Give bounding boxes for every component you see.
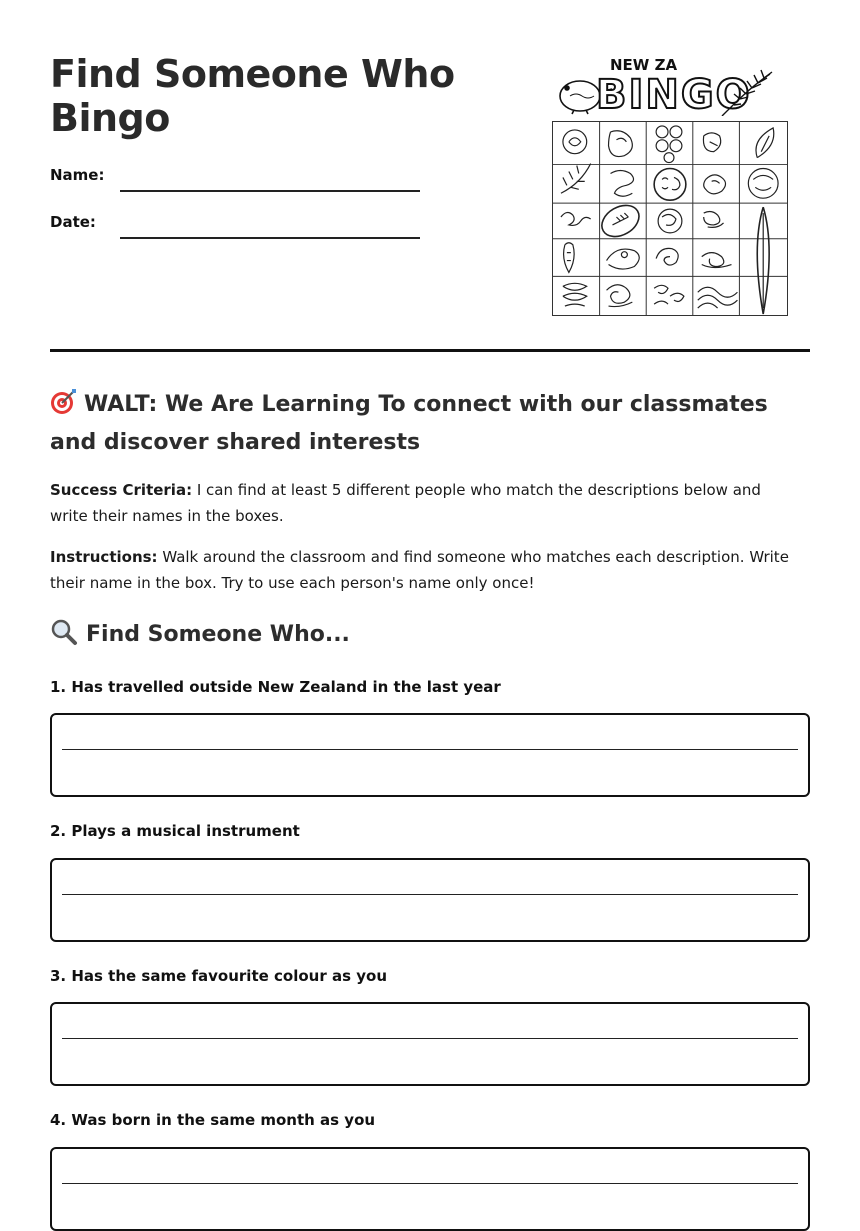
answer-box-3[interactable]: [50, 1002, 810, 1086]
date-line: [120, 237, 420, 239]
success-criteria-text: I can find at least 5 different people who match the descriptions below and write their names in the boxes.: [50, 481, 761, 525]
find-someone-heading: [50, 617, 350, 653]
bingo-graphic: [552, 56, 790, 318]
date-field[interactable]: [50, 213, 420, 237]
date-label: Date:: [50, 213, 96, 231]
instructions: [50, 544, 790, 596]
answer-box-4[interactable]: [50, 1147, 810, 1231]
answer-box-1[interactable]: [50, 713, 810, 797]
name-line: [120, 190, 420, 192]
instructions-text: Walk around the classroom and find someone who matches each description. Write their name in the box. Try to use each person's name only once!: [50, 548, 789, 592]
bingo-grid-art: [552, 121, 788, 316]
walt-heading: [50, 386, 810, 462]
answer-line: [62, 1183, 798, 1184]
find-heading-text: Find Someone Who...: [86, 622, 350, 647]
question-3: 3. Has the same favourite colour as you: [50, 967, 387, 985]
bingo-word-text: BINGO: [596, 72, 752, 116]
page-title: Find Someone Who Bingo: [50, 52, 455, 140]
answer-line: [62, 1038, 798, 1039]
name-label: Name:: [50, 166, 105, 184]
success-criteria: [50, 477, 790, 529]
answer-box-2[interactable]: [50, 858, 810, 942]
magnifying-glass-icon: [50, 618, 78, 646]
answer-line: [62, 749, 798, 750]
bingo-title-art: [552, 56, 790, 116]
question-4: 4. Was born in the same month as you: [50, 1111, 376, 1129]
target-dart-icon: [50, 387, 78, 415]
name-field[interactable]: [50, 166, 420, 190]
success-criteria-label: Success Criteria:: [50, 481, 193, 499]
instructions-label: Instructions:: [50, 548, 158, 566]
walt-text: WALT: We Are Learning To connect with our classmates and discover shared interests: [50, 392, 768, 455]
header-divider: [50, 349, 810, 352]
question-1: 1. Has travelled outside New Zealand in the last year: [50, 678, 501, 696]
bingo-top-text: NEW ZA: [610, 56, 678, 74]
answer-line: [62, 894, 798, 895]
question-2: 2. Plays a musical instrument: [50, 822, 300, 840]
